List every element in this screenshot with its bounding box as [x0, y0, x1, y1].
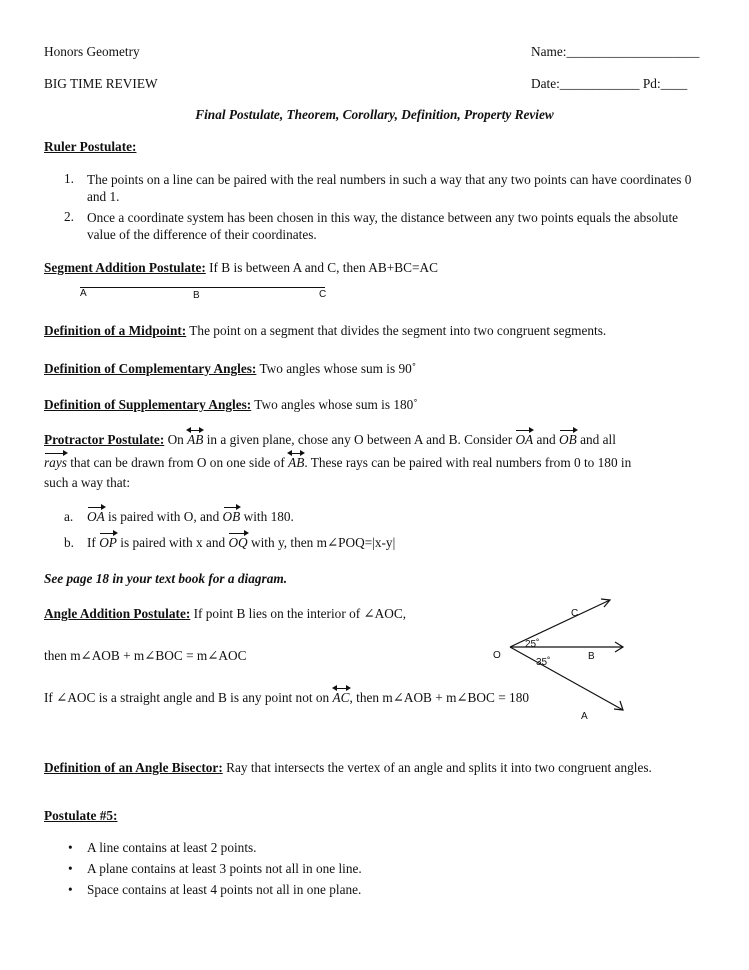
protractor-postulate-line3: such a way that:: [44, 475, 131, 490]
ruler-item-number: 1.: [64, 171, 74, 186]
angle-addition-text: If point B lies on the interior of ∠AOC,: [190, 606, 407, 621]
protractor-item-text: is paired with x and: [116, 535, 229, 550]
ruler-postulate-heading: Ruler Postulate:: [44, 139, 137, 154]
date-period-label: Date:____________ Pd:____: [531, 76, 688, 91]
segment-point-a: A: [80, 288, 87, 299]
postulate-5-item: A line contains at least 2 points.: [87, 840, 257, 855]
ray-ob-label: OB: [559, 432, 577, 447]
review-title: BIG TIME REVIEW: [44, 76, 158, 91]
ray-oq-notation: [228, 535, 247, 551]
supplementary-text: Two angles whose sum is 180˚: [251, 397, 418, 412]
rays-notation: [44, 455, 67, 471]
postulate-5-item: Space contains at least 4 points not all in one plane.: [87, 882, 362, 897]
segment-addition-heading: Segment Addition Postulate:: [44, 260, 206, 275]
diagram-point-o: O: [493, 650, 501, 661]
rays-label: rays: [44, 455, 67, 470]
segment-point-c: C: [319, 289, 327, 300]
diagram-angle-25: 25˚: [525, 639, 540, 650]
line-ab-notation: [288, 455, 304, 471]
postulate-5-heading: Postulate #5:: [44, 808, 118, 823]
ray-ob-notation: [223, 509, 241, 525]
protractor-postulate-line1: [44, 432, 616, 448]
midpoint-heading: Definition of a Midpoint:: [44, 323, 187, 338]
angle-bisector-definition: [44, 758, 704, 778]
segment-addition-postulate: [44, 260, 438, 276]
line-ab-notation: [187, 432, 203, 448]
ray-oa-notation: [515, 432, 533, 448]
straight-angle-text: , then m∠AOB + m∠BOC = 180: [349, 690, 529, 705]
ray-oa: [510, 647, 623, 710]
angle-addition-postulate: [44, 606, 406, 622]
supplementary-definition: [44, 397, 418, 413]
page-title: Final Postulate, Theorem, Corollary, Definition, Property Review: [195, 107, 554, 122]
ruler-item-text: The points on a line can be paired with the real numbers in such a way that any two points can have coordinates 0 and 1.: [87, 172, 692, 204]
protractor-item-text: with y, then m∠POQ=|x-y|: [247, 535, 396, 550]
straight-angle-text: If ∠AOC is a straight angle and B is any point not on: [44, 690, 333, 705]
protractor-text: that can be drawn from O on one side of: [66, 455, 289, 470]
complementary-heading: Definition of Complementary Angles:: [44, 361, 257, 376]
ray-oa-label: OA: [515, 432, 534, 447]
bullet: •: [68, 840, 73, 855]
ray-oq-label: OQ: [228, 535, 248, 550]
midpoint-text: The point on a segment that divides the segment into two congruent segments.: [186, 323, 607, 338]
protractor-text: and all: [576, 432, 616, 447]
ray-oa-label: OA: [87, 509, 105, 524]
line-ab-label: AB: [288, 455, 305, 470]
protractor-item-a-label: a.: [64, 509, 74, 524]
angle-bisector-text: Ray that intersects the vertex of an angle and splits it into two congruent angles.: [222, 760, 652, 775]
diagram-point-a: A: [581, 711, 588, 722]
segment-point-b: B: [193, 290, 200, 301]
protractor-text: . These rays can be paired with real numbers from 0 to 180 in: [304, 455, 632, 470]
ray-ob-label: OB: [222, 509, 241, 524]
line-ab-label: AB: [187, 432, 204, 447]
supplementary-heading: Definition of Supplementary Angles:: [44, 397, 252, 412]
protractor-text: in a given plane, chose any O between A and B. Consider: [203, 432, 516, 447]
ray-op-notation: [99, 535, 117, 551]
diagram-angle-35: 35˚: [536, 657, 551, 668]
midpoint-definition: [44, 323, 606, 339]
ruler-item-number: 2.: [64, 209, 74, 224]
diagram-point-c: C: [571, 608, 579, 619]
segment-line: [80, 287, 325, 288]
bullet: •: [68, 882, 73, 897]
ray-oa-notation: [87, 509, 105, 525]
see-page-note: See page 18 in your text book for a diagram.: [44, 571, 288, 586]
diagram-point-b: B: [588, 651, 595, 662]
bullet: •: [68, 861, 73, 876]
complementary-definition: [44, 361, 416, 377]
course-name: Honors Geometry: [44, 44, 140, 59]
angle-addition-heading: Angle Addition Postulate:: [44, 606, 191, 621]
complementary-text: Two angles whose sum is 90˚: [256, 361, 417, 376]
ray-ob-notation: [559, 432, 577, 448]
protractor-text: On: [164, 432, 188, 447]
segment-addition-text: If B is between A and C, then AB+BC=AC: [205, 260, 438, 275]
protractor-text: and: [533, 432, 560, 447]
straight-angle-statement: [44, 690, 529, 706]
angle-bisector-heading: Definition of an Angle Bisector:: [44, 760, 223, 775]
protractor-item-text: If: [87, 535, 100, 550]
name-field-label: Name:____________________: [531, 44, 700, 59]
line-ac-notation: [333, 690, 350, 706]
protractor-item-b: [87, 535, 395, 551]
angle-addition-diagram: [480, 590, 640, 725]
protractor-postulate-line2: [44, 455, 631, 471]
protractor-heading: Protractor Postulate:: [44, 432, 165, 447]
protractor-item-b-label: b.: [64, 535, 74, 550]
protractor-item-text: is paired with O, and: [104, 509, 223, 524]
postulate-5-item: A plane contains at least 3 points not all in one line.: [87, 861, 362, 876]
angle-addition-formula: then m∠AOB + m∠BOC = m∠AOC: [44, 648, 247, 663]
protractor-item-a: [87, 509, 294, 525]
line-ac-label: AC: [332, 690, 350, 705]
ray-op-label: OP: [99, 535, 117, 550]
protractor-item-text: with 180.: [240, 509, 294, 524]
ruler-item-text: Once a coordinate system has been chosen in this way, the distance between any two points equals the absolute value of the difference of their coordinates.: [87, 210, 679, 242]
